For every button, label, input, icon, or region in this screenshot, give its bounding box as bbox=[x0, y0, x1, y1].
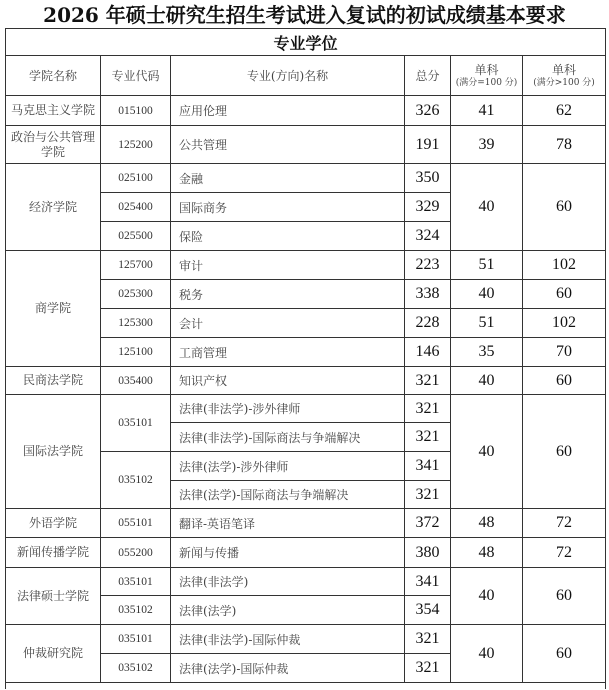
single-100-cell: 51 bbox=[451, 251, 523, 280]
program-name-cell: 法律(非法学)-国际商法与争端解决 bbox=[171, 423, 405, 452]
header-single-over-100 bbox=[523, 56, 606, 96]
program-name-cell: 法律(非法学)-涉外律师 bbox=[171, 395, 405, 423]
single-100-cell: 40 bbox=[451, 280, 523, 309]
table-row bbox=[6, 126, 606, 164]
code-cell: 035400 bbox=[101, 367, 171, 395]
program-name-cell: 法律(非法学) bbox=[171, 568, 405, 596]
single-100-cell: 40 bbox=[451, 395, 523, 509]
single-over-100-cell: 60 bbox=[523, 395, 606, 509]
total-score-cell: 321 bbox=[405, 481, 451, 509]
total-score-cell: 228 bbox=[405, 309, 451, 338]
code-cell: 035102 bbox=[101, 654, 171, 683]
total-score-cell: 324 bbox=[405, 222, 451, 251]
code-cell: 125200 bbox=[101, 126, 171, 164]
total-score-cell: 321 bbox=[405, 423, 451, 452]
table-row bbox=[6, 251, 606, 280]
code-cell: 035101 bbox=[101, 625, 171, 654]
single-100-cell: 40 bbox=[451, 625, 523, 683]
total-score-cell: 329 bbox=[405, 193, 451, 222]
code-cell: 035102 bbox=[101, 452, 171, 509]
code-cell: 055200 bbox=[101, 538, 171, 568]
program-name-cell: 法律(法学)-国际商法与争端解决 bbox=[171, 481, 405, 509]
code-cell: 055101 bbox=[101, 509, 171, 538]
single-100-cell: 40 bbox=[451, 367, 523, 395]
program-name-cell: 应用伦理 bbox=[171, 96, 405, 126]
table-row bbox=[6, 164, 606, 193]
table-row bbox=[6, 96, 606, 126]
program-name-cell: 法律(法学)-国际仲裁 bbox=[171, 654, 405, 683]
header-total: 总分 bbox=[405, 56, 451, 96]
single-100-cell: 40 bbox=[451, 164, 523, 251]
single-over-100-cell: 60 bbox=[523, 367, 606, 395]
code-cell: 125300 bbox=[101, 309, 171, 338]
column-header-row bbox=[6, 56, 606, 96]
single-100-cell: 35 bbox=[451, 338, 523, 367]
total-score-cell: 321 bbox=[405, 625, 451, 654]
header-single-over-100-main: 单科 bbox=[552, 62, 577, 77]
single-over-100-cell: 78 bbox=[523, 126, 606, 164]
single-100-cell: 41 bbox=[451, 96, 523, 126]
single-100-cell: 51 bbox=[451, 309, 523, 338]
total-score-cell: 191 bbox=[405, 126, 451, 164]
program-name-cell: 会计 bbox=[171, 309, 405, 338]
single-over-100-cell: 102 bbox=[523, 309, 606, 338]
program-name-cell: 审计 bbox=[171, 251, 405, 280]
page-title: 2026 年硕士研究生招生考试进入复试的初试成绩基本要求 bbox=[43, 3, 566, 27]
college-cell: 外语学院 bbox=[6, 509, 101, 538]
college-cell: 新闻传播学院 bbox=[6, 538, 101, 568]
code-cell: 035102 bbox=[101, 596, 171, 625]
program-name-cell: 工商管理 bbox=[171, 338, 405, 367]
college-cell: 国际法学院 bbox=[6, 395, 101, 509]
total-score-cell: 372 bbox=[405, 509, 451, 538]
header-single-100-sub: (满分=100 分) bbox=[455, 77, 518, 88]
program-name-cell: 新闻与传播 bbox=[171, 538, 405, 568]
program-name-cell: 国际商务 bbox=[171, 193, 405, 222]
college-cell: 商学院 bbox=[6, 251, 101, 367]
total-score-cell: 380 bbox=[405, 538, 451, 568]
program-name-cell: 公共管理 bbox=[171, 126, 405, 164]
single-over-100-cell: 72 bbox=[523, 509, 606, 538]
college-cell: 马克思主义学院 bbox=[6, 96, 101, 126]
total-score-cell: 321 bbox=[405, 367, 451, 395]
total-score-cell: 354 bbox=[405, 596, 451, 625]
total-score-cell: 321 bbox=[405, 395, 451, 423]
program-name-cell: 金融 bbox=[171, 164, 405, 193]
table-row bbox=[6, 625, 606, 654]
single-over-100-cell: 102 bbox=[523, 251, 606, 280]
single-over-100-cell: 70 bbox=[523, 338, 606, 367]
program-name-cell: 法律(法学) bbox=[171, 596, 405, 625]
code-cell: 025100 bbox=[101, 164, 171, 193]
program-name-cell: 翻译-英语笔译 bbox=[171, 509, 405, 538]
code-cell: 025400 bbox=[101, 193, 171, 222]
program-name-cell: 知识产权 bbox=[171, 367, 405, 395]
total-score-cell: 223 bbox=[405, 251, 451, 280]
single-100-cell: 39 bbox=[451, 126, 523, 164]
code-cell: 125100 bbox=[101, 338, 171, 367]
table-row bbox=[6, 367, 606, 395]
single-100-cell: 48 bbox=[451, 538, 523, 568]
header-name: 专业(方向)名称 bbox=[171, 56, 405, 96]
single-100-cell: 40 bbox=[451, 568, 523, 625]
code-cell: 035101 bbox=[101, 568, 171, 596]
section-header-row bbox=[6, 29, 606, 56]
program-name-cell: 税务 bbox=[171, 280, 405, 309]
single-over-100-cell: 60 bbox=[523, 280, 606, 309]
footer-cell bbox=[6, 683, 606, 690]
table-row bbox=[6, 509, 606, 538]
program-name-cell: 法律(法学)-涉外律师 bbox=[171, 452, 405, 481]
college-cell: 民商法学院 bbox=[6, 367, 101, 395]
single-over-100-cell: 62 bbox=[523, 96, 606, 126]
single-over-100-cell: 60 bbox=[523, 164, 606, 251]
total-score-cell: 341 bbox=[405, 452, 451, 481]
header-single-over-100-sub: (满分>100 分) bbox=[533, 77, 595, 88]
single-over-100-cell: 60 bbox=[523, 568, 606, 625]
score-requirements-table bbox=[5, 28, 606, 689]
total-score-cell: 341 bbox=[405, 568, 451, 596]
college-cell: 政治与公共管理学院 bbox=[6, 126, 101, 164]
total-score-cell: 350 bbox=[405, 164, 451, 193]
section-label: 专业学位 bbox=[6, 29, 606, 56]
single-over-100-cell: 72 bbox=[523, 538, 606, 568]
table-row bbox=[6, 568, 606, 596]
code-cell: 125700 bbox=[101, 251, 171, 280]
code-cell: 035101 bbox=[101, 395, 171, 452]
header-single-100 bbox=[451, 56, 523, 96]
header-college: 学院名称 bbox=[6, 56, 101, 96]
header-code: 专业代码 bbox=[101, 56, 171, 96]
code-cell: 025500 bbox=[101, 222, 171, 251]
total-score-cell: 326 bbox=[405, 96, 451, 126]
college-cell: 仲裁研究院 bbox=[6, 625, 101, 683]
college-cell: 法律硕士学院 bbox=[6, 568, 101, 625]
total-score-cell: 338 bbox=[405, 280, 451, 309]
header-single-100-main: 单科 bbox=[474, 62, 499, 77]
program-name-cell: 保险 bbox=[171, 222, 405, 251]
total-score-cell: 321 bbox=[405, 654, 451, 683]
college-cell: 经济学院 bbox=[6, 164, 101, 251]
program-name-cell: 法律(非法学)-国际仲裁 bbox=[171, 625, 405, 654]
single-100-cell: 48 bbox=[451, 509, 523, 538]
table-row bbox=[6, 538, 606, 568]
table-row bbox=[6, 395, 606, 423]
total-score-cell: 146 bbox=[405, 338, 451, 367]
code-cell: 025300 bbox=[101, 280, 171, 309]
table-footer-row bbox=[6, 683, 606, 690]
single-over-100-cell: 60 bbox=[523, 625, 606, 683]
code-cell: 015100 bbox=[101, 96, 171, 126]
